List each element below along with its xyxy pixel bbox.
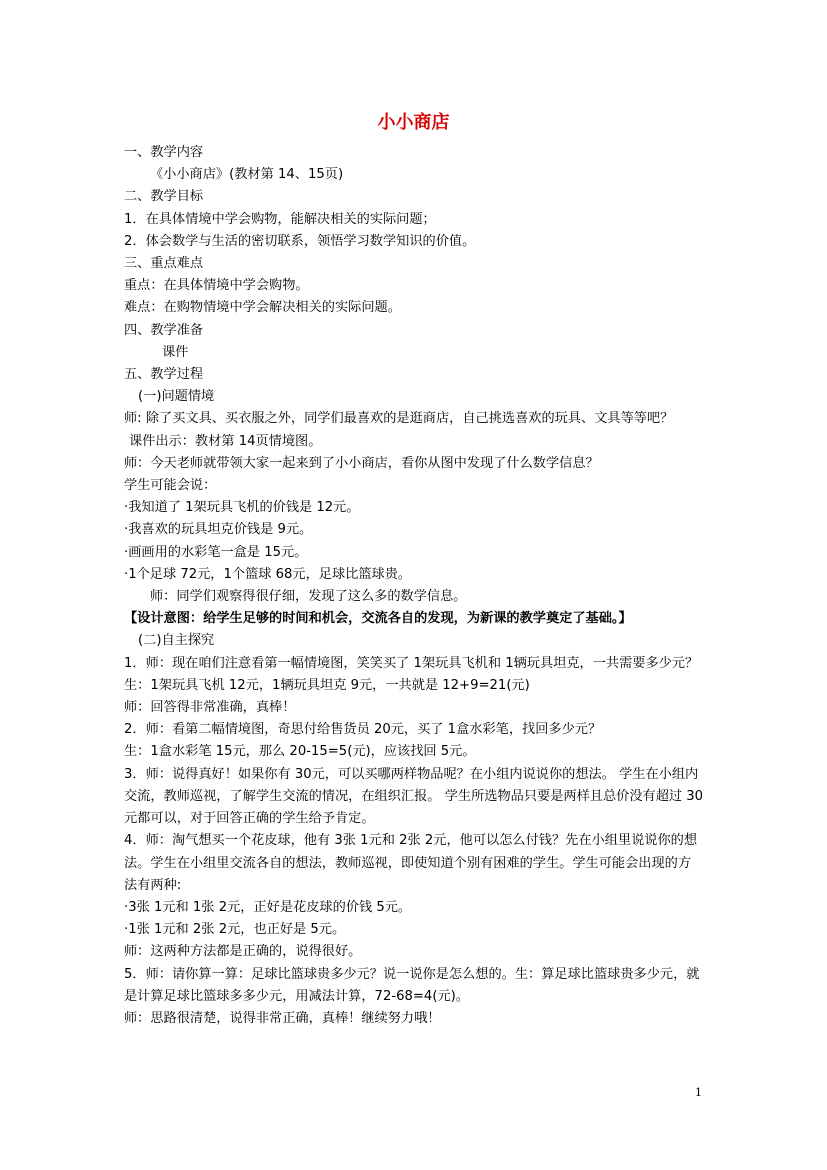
- paragraph: 3．师：说得真好！如果你有 30元，可以买哪两样物品呢？在小组内说说你的想法。 学生在小组内交流，教师巡视，了解学生交流的情况，在组织汇报。 学生所选物品只要是两样且总价没有超过 30元都可以，对于回答正确的学生给予肯定。: [124, 766, 704, 827]
- paragraph: 《小小商店》(教材第 14、15页): [150, 167, 344, 183]
- paragraph: 师：今天老师就带领大家一起来到了小小商店，看你从图中发现了什么数学信息？: [124, 455, 599, 471]
- list-item: ·1张 1元和 2张 2元，也正好是 5元。: [124, 922, 346, 938]
- section-heading: 三、重点难点: [124, 256, 204, 272]
- paragraph: 生：1架玩具飞机 12元，1辆玩具坦克 9元，一共就是 12+9=21(元): [124, 677, 530, 693]
- paragraph: 1．在具体情境中学会购物，能解决相关的实际问题；: [124, 211, 436, 227]
- paragraph: 师：这两种方法都是正确的，说得很好。: [124, 944, 362, 960]
- section-heading: 四、教学准备: [124, 322, 204, 338]
- list-item: ·我知道了 1架玩具飞机的价钱是 12元。: [124, 500, 360, 516]
- paragraph: 重点：在具体情境中学会购物。: [124, 278, 309, 294]
- paragraph: 2．体会数学与生活的密切联系，领悟学习数学知识的价值。: [124, 233, 476, 249]
- page-number: 1: [695, 1086, 702, 1099]
- list-item: ·画画用的水彩笔一盒是 15元。: [124, 544, 308, 560]
- section-heading: 一、教学内容: [124, 145, 204, 160]
- paragraph: 师：回答得非常准确，真棒！: [124, 700, 296, 716]
- paragraph: 难点：在购物情境中学会解决相关的实际问题。: [124, 300, 401, 316]
- section-heading: 二、教学目标: [124, 189, 204, 205]
- paragraph: 师：思路很清楚，说得非常正确，真棒！继续努力哦！: [124, 1010, 441, 1026]
- paragraph: 师：同学们观察得很仔细，发现了这么多的数学信息。: [150, 589, 467, 605]
- paragraph: 4．师：淘气想买一个花皮球，他有 3张 1元和 2张 2元，他可以怎么付钱？先在小组里说说你的想法。学生在小组里交流各自的想法，教师巡视，即使知道个别有困难的学生。学生可能会出现的方法有两种:: [124, 833, 698, 893]
- section-heading: 五、教学过程: [124, 367, 204, 383]
- document-title: 小小商店: [377, 112, 450, 133]
- subsection-heading: (二)自主探究: [138, 633, 215, 649]
- document-body: [124, 142, 704, 1030]
- paragraph: 师: 除了买文具、买衣服之外，同学们最喜欢的是逛商店，自己挑选喜欢的玩具、文具等等吧？: [124, 411, 674, 427]
- list-item: ·1个足球 72元，1个篮球 68元，足球比篮球贵。: [124, 566, 412, 582]
- list-item: ·3张 1元和 1张 2元，正好是花皮球的价钱 5元。: [124, 899, 412, 915]
- paragraph: 2．师：看第二幅情境图，奇思付给售货员 20元，买了 1盒水彩笔，找回多少元？: [124, 722, 602, 738]
- paragraph: 学生可能会说：: [124, 478, 217, 494]
- paragraph: 5．师：请你算一算：足球比篮球贵多少元？说一说你是怎么想的。生：算足球比篮球贵多少元，就是计算足球比篮球多多少元，用减法计算，72-68=4(元)。: [124, 966, 700, 1004]
- subsection-heading: (一)问题情境: [138, 389, 215, 405]
- design-note: 【设计意图：给学生足够的时间和机会，交流各自的发现，为新课的教学奠定了基础。】: [124, 611, 632, 627]
- paragraph: 生：1盒水彩笔 15元，那么 20-15=5(元)，应该找回 5元。: [124, 744, 476, 760]
- list-item: ·我喜欢的玩具坦克价钱是 9元。: [124, 522, 313, 538]
- paragraph: 课件出示：教材第 14页情境图。: [129, 433, 322, 449]
- paragraph: 1．师：现在咱们注意看第一幅情境图，笑笑买了 1架玩具飞机和 1辆玩具坦克，一共需要多少元？: [124, 655, 699, 671]
- paragraph: 课件: [162, 344, 189, 360]
